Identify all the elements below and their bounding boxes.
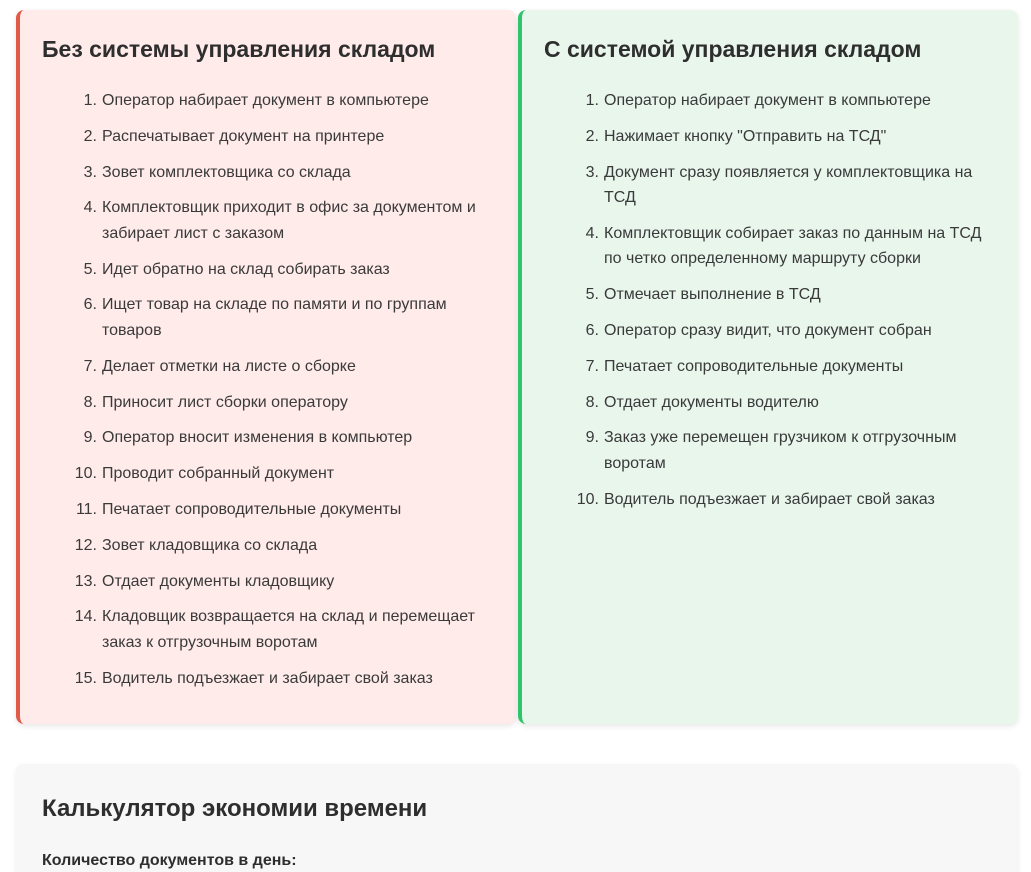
- list-item: Делает отметки на листе о сборке: [102, 357, 356, 375]
- list-item: Оператор сразу видит, что документ собран: [604, 321, 932, 339]
- list-item: Оператор набирает документ в компьютере: [102, 92, 429, 109]
- list-item: Заказ уже перемещен грузчиком к отгрузочным воротам: [604, 429, 957, 472]
- documents-per-day-label: Количество документов в день:: [42, 852, 297, 869]
- list-item: Кладовщик возвращается на склад и перемещает заказ к отгрузочным воротам: [102, 608, 475, 651]
- list-item: Идет обратно на склад собирать заказ: [102, 260, 390, 278]
- list-item: Распечатывает документ на принтере: [102, 127, 385, 145]
- list-item: Нажимает кнопку "Отправить на ТСД": [604, 127, 887, 145]
- list-item: Комплектовщик собирает заказ по данным на ТСД по четко определенному маршруту сборки: [604, 224, 982, 268]
- without-wms-panel: [16, 10, 516, 724]
- list-item: Документ сразу появляется у комплектовщика на ТСД: [604, 163, 973, 207]
- without-wms-steps: [42, 88, 492, 691]
- list-item: Водитель подъезжает и забирает свой заказ: [102, 669, 433, 687]
- list-item: Зовет кладовщика со склада: [102, 536, 318, 554]
- list-item: Проводит собранный документ: [102, 465, 335, 483]
- time-savings-calculator: [16, 764, 1018, 872]
- list-item: Оператор вносит изменения в компьютер: [102, 429, 413, 447]
- list-item: Ищет товар на складе по памяти и по группам товаров: [102, 296, 447, 339]
- list-item: Водитель подъезжает и забирает свой заказ: [604, 490, 935, 508]
- calculator-title: Калькулятор экономии времени: [42, 795, 428, 822]
- list-item: Отмечает выполнение в ТСД: [604, 286, 821, 304]
- without-wms-title: Без системы управления складом: [42, 36, 436, 62]
- with-wms-steps: [544, 88, 994, 512]
- list-item: Печатает сопроводительные документы: [604, 357, 904, 375]
- list-item: Отдает документы водителю: [604, 393, 819, 411]
- list-item: Приносит лист сборки оператору: [102, 393, 348, 411]
- list-item: Печатает сопроводительные документы: [102, 500, 402, 518]
- list-item: Оператор набирает документ в компьютере: [604, 92, 931, 109]
- with-wms-title: С системой управления складом: [544, 36, 922, 62]
- list-item: Отдает документы кладовщику: [102, 572, 335, 590]
- list-item: Комплектовщик приходит в офис за документом и забирает лист с заказом: [102, 199, 476, 242]
- list-item: Зовет комплектовщика со склада: [102, 163, 351, 181]
- comparison-section: [16, 10, 1018, 724]
- with-wms-panel: [518, 10, 1018, 724]
